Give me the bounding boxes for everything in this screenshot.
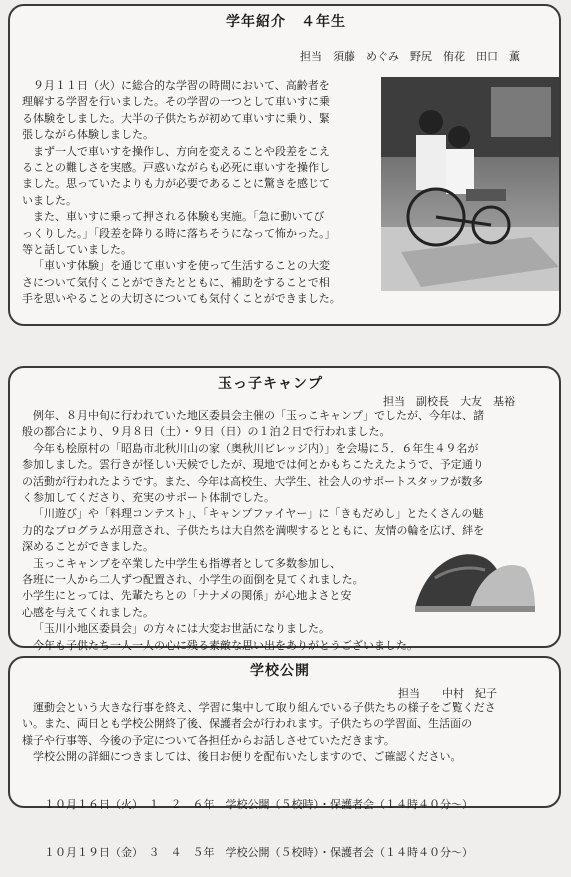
text-line: 「玉川小地区委員会」の方々には大変お世話になりました。 bbox=[33, 622, 330, 636]
text-line: い。また、両日とも学校公開終了後、保護者会が行われます。子供たちの学習面、生活面の bbox=[22, 717, 473, 731]
text-line: 今年も桧原村の「昭島市北秋川山の家（奥秋川ビレッジ内）」を会場に５．６年生４９名が bbox=[33, 441, 479, 455]
text-line: 「車いす体験」を通じて車いすを使って生活することの大変 bbox=[33, 259, 330, 273]
text-line: いました。 bbox=[22, 193, 77, 207]
text-line: 今年も子供たち一人一人の心に残る素敵な思い出をありがとうございました。 bbox=[33, 638, 418, 652]
text-line: ました。思っていたよりも力が必要であることに驚きを感じて bbox=[22, 177, 330, 191]
camp-title: 玉っ子キャンプ bbox=[218, 376, 323, 392]
text-line: まず一人で車いすを操作し、方向を変えることや段差をこえ bbox=[33, 144, 330, 158]
schedule-item: １０月１６日（火） １ ２ ６年 学校公開（５校時）・保護者会（１４時４０分～） bbox=[44, 798, 473, 811]
text-line: 様子や行事等、今後の予定について各担任からお話しさせていただきます。 bbox=[22, 733, 395, 747]
text-line: 張しながら体験しました。 bbox=[22, 128, 154, 142]
wheelchair-photo-icon bbox=[381, 77, 559, 291]
grade-intro-credit: 担当 須藤 めぐみ 野尻 侑花 田口 薫 bbox=[300, 50, 520, 63]
text-line: 理解する学習を行いました。その学習の一つとして車いすに乗 bbox=[22, 95, 330, 109]
text-line: 深めることができました。 bbox=[22, 540, 154, 554]
wheelchair-photo bbox=[381, 77, 559, 291]
text-line: 小学生にとっては、先輩たちとの「ナナメの関係」が心地よさと安 bbox=[22, 589, 352, 603]
camp-body bbox=[22, 408, 484, 654]
text-line: 例年、８月中旬に行われていた地区委員会主催の「玉っこキャンプ」でしたが、今年は、諸 bbox=[33, 409, 484, 422]
text-line: ９月１１日（火）に総合的な学習の時間において、高齢者を bbox=[33, 79, 330, 92]
text-line: 運動会という大きな行事を終え、学習に集中して取り組んでいる子供たちの様子をご覧くださ bbox=[33, 701, 496, 714]
text-line: 「川遊び」や「料理コンテスト」、「キャンプファイヤー」に「きもだめし」とたくさんの魅 bbox=[33, 507, 484, 521]
camp-credit: 担当 副校長 大友 基裕 bbox=[383, 395, 515, 408]
text-line: ることの難しさを実感。戸惑いながらも必死に車いすを操作し bbox=[22, 161, 330, 175]
open-school-body bbox=[22, 700, 496, 766]
text-line: 心感を与えてくれました。 bbox=[22, 605, 154, 619]
text-line: また、車いすに乗って押される体験も実施。「急に動いてび bbox=[33, 210, 325, 224]
open-school-title: 学校公開 bbox=[250, 663, 310, 679]
schedule-item: １０月１９日（金） ３ ４ ５年 学校公開（５校時）・保護者会（１４時４０分～） bbox=[44, 846, 473, 859]
schedule-list bbox=[44, 765, 473, 877]
text-line: 参加しました。雲行きが怪しい天候でしたが、現地では何とかもちこたえたようで、予定通り bbox=[22, 458, 484, 472]
grade-intro-body bbox=[22, 78, 341, 308]
text-line: 等と話していました。 bbox=[22, 243, 132, 257]
text-line: さについて気付くことができたとともに、補助をすることで相 bbox=[22, 275, 330, 289]
hills-illustration-icon bbox=[415, 538, 535, 616]
text-line: る体験をしました。大半の子供たちが初めて車いすに乗り、緊 bbox=[22, 111, 330, 125]
open-school-credit: 担当 中村 紀子 bbox=[398, 687, 497, 700]
grade-intro-title: 学年紹介 ４年生 bbox=[226, 14, 346, 30]
text-line: 般の都合により、９月８日（土）・９日（日）の１泊２日で行われました。 bbox=[22, 425, 391, 439]
text-line: く参加してくださり、充実のサポート体制でした。 bbox=[22, 491, 275, 505]
text-line: 力的なプログラムが用意され、子供たちは大自然を満喫するとともに、友情の輪を広げ、絆を bbox=[22, 523, 485, 537]
text-line: っくりした。」「段差を降りる時に落ちそうになって怖かった。」 bbox=[22, 226, 336, 240]
text-line: 各班に一人から二人ずつ配置され、小学生の面倒を見てくれました。 bbox=[22, 573, 364, 587]
text-line: 学校公開の詳細につきましては、後日お便りを配布いたしますので、ご確認ください。 bbox=[33, 750, 462, 764]
text-line: の活動が行われたようです。また、今年は高校生、大学生、社会人のサポートスタッフが数多 bbox=[22, 474, 484, 488]
text-line: 玉っこキャンプを卒業した中学生も指導者として多数参加し、 bbox=[33, 556, 341, 570]
text-line: 手を思いやることの大切さについても気付くことができました。 bbox=[22, 292, 341, 306]
